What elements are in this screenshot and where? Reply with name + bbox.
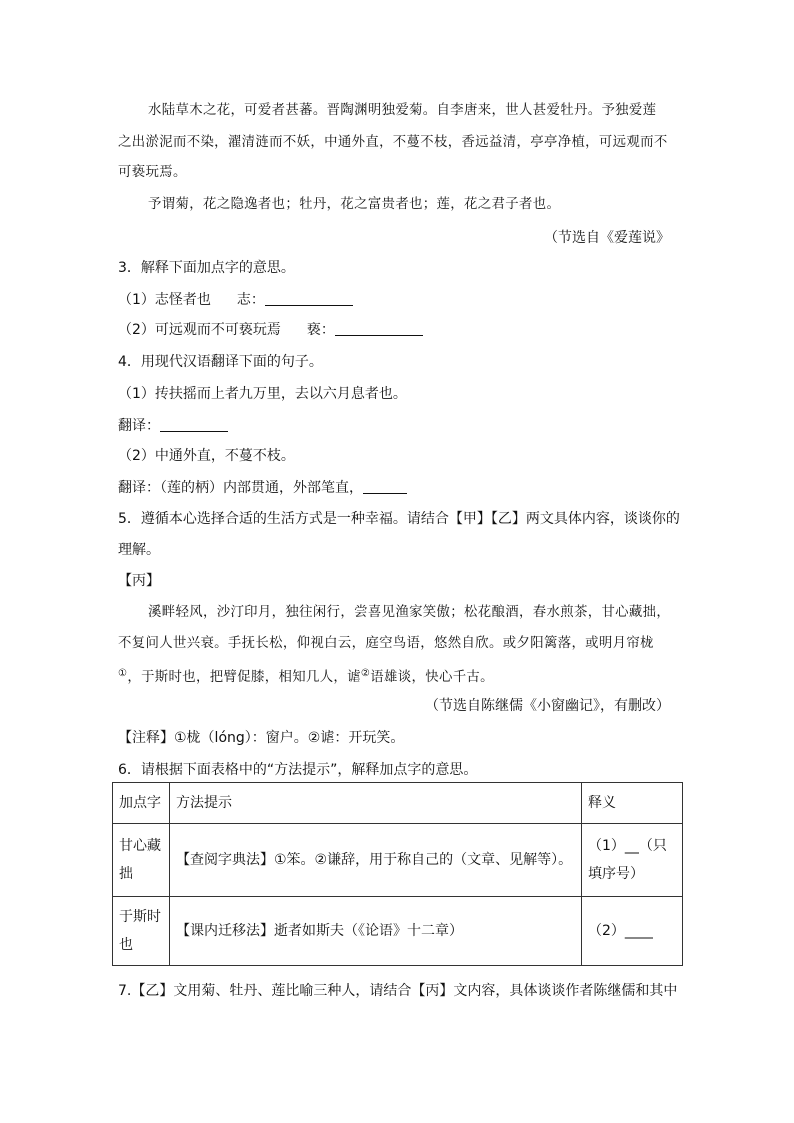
- table-header-method: 方法提示: [170, 783, 582, 824]
- passage-yi-line-4: 予谓菊，花之隐逸者也；牡丹，花之富贵者也；莲，花之君子者也。: [148, 197, 561, 212]
- table-cell-word-text: 于斯时也: [119, 909, 161, 953]
- passage-bing-label: 【丙】: [118, 573, 160, 589]
- q3-item-1: [118, 290, 353, 310]
- method-table: [112, 782, 683, 966]
- footnote-marker-1: ①: [118, 668, 128, 679]
- passage-yi-source: （节选自《爱莲说》: [544, 230, 670, 246]
- q4-answer-blank-2[interactable]: [363, 479, 407, 494]
- passage-bing-source: （节选自陈继儒《小窗幽记》，有删改）: [425, 698, 670, 714]
- table-cell-word: [113, 897, 170, 966]
- q6-stem: 6．请根据下面表格中的“方法提示”，解释加点字的意思。: [118, 762, 478, 778]
- q5-stem-line-1: 5．遵循本心选择合适的生活方式是一种幸福。请结合【甲】【乙】两文具体内容，谈谈你的: [118, 511, 680, 527]
- table-cell-method: 【查阅字典法】①笨。②谦辞，用于称自己的（文章、见解等）。: [170, 824, 582, 897]
- table-header-word: 加点字: [113, 783, 170, 824]
- table-header-meaning: 释义: [582, 783, 683, 824]
- q7-stem: 7.【乙】文用菊、牡丹、莲比喻三种人，请结合【丙】文内容，具体谈谈作者陈继儒和其中: [118, 983, 678, 999]
- passage-bing-line-3-part-2: 语雄谈，快心千古。: [370, 670, 494, 685]
- passage-bing-line-2: 不复问人世兴衰。手抚长松，仰视白云，庭空鸟语，悠然自欣。或夕阳篱落，或明月帘栊: [118, 636, 654, 651]
- table-row: [113, 824, 683, 897]
- q4-translate-2-label: 翻译：（莲的柄）内部贯通，外部笔直，: [118, 480, 363, 496]
- q4-translate-2: [118, 478, 407, 498]
- q4-item-2: （2）中通外直，不蔓不枝。: [118, 448, 295, 464]
- passage-yi-line-3: 可亵玩焉。: [118, 165, 187, 180]
- footnote-marker-2: ②: [360, 668, 371, 679]
- q5-stem-line-2: 理解。: [118, 542, 160, 558]
- table-row: [113, 897, 683, 966]
- q3-answer-blank-1[interactable]: [265, 291, 353, 306]
- q3-stem: 3．解释下面加点字的意思。: [118, 260, 295, 276]
- passage-bing-line-3: [118, 664, 494, 688]
- table-cell-answer[interactable]: （2）____: [582, 897, 683, 966]
- table-cell-answer-text: （1）__（只填序号）: [588, 838, 667, 882]
- table-cell-method: 【课内迁移法】逝者如斯夫（《论语》十二章）: [170, 897, 582, 966]
- q3-item-1-word: 志：: [236, 292, 265, 308]
- q3-item-2: [118, 320, 423, 340]
- q3-answer-blank-2[interactable]: [335, 321, 423, 336]
- q4-answer-blank-1[interactable]: [160, 417, 228, 432]
- passage-bing-line-3-part-1: ，于斯时也，把臂促膝，相知几人，谑: [127, 670, 361, 685]
- passage-bing-line-1: 溪畔轻风，沙汀印月，独往闲行，尝喜见渔家笑傲；松花酿酒，春水煎茶，甘心藏拙，: [148, 605, 671, 620]
- table-cell-answer[interactable]: [582, 824, 683, 897]
- q4-item-1: （1）抟扶摇而上者九万里，去以六月息者也。: [118, 386, 407, 402]
- q3-item-2-word: 亵：: [306, 322, 335, 338]
- passage-yi-line-2: 之出淤泥而不染，濯清涟而不妖，中通外直，不蔓不枝，香远益清，亭亭净植，可远观而不: [118, 135, 668, 150]
- table-header-row: [113, 783, 683, 824]
- q3-item-1-text: （1）志怪者也: [118, 292, 211, 308]
- table-cell-word-text: 甘心藏拙: [119, 838, 161, 882]
- passage-yi-line-1: 水陆草木之花，可爱者甚蕃。晋陶渊明独爱菊。自李唐来，世人甚爱牡丹。予独爱莲: [148, 103, 657, 118]
- q4-translate-1: [118, 416, 228, 436]
- q4-translate-1-label: 翻译：: [118, 418, 160, 434]
- annotation-note: 【注释】①栊（lóng）：窗户。②谑：开玩笑。: [118, 730, 405, 746]
- table-cell-word: [113, 824, 170, 897]
- q4-stem: 4．用现代汉语翻译下面的句子。: [118, 354, 323, 370]
- q3-item-2-text: （2）可远观而不可亵玩焉: [118, 322, 281, 338]
